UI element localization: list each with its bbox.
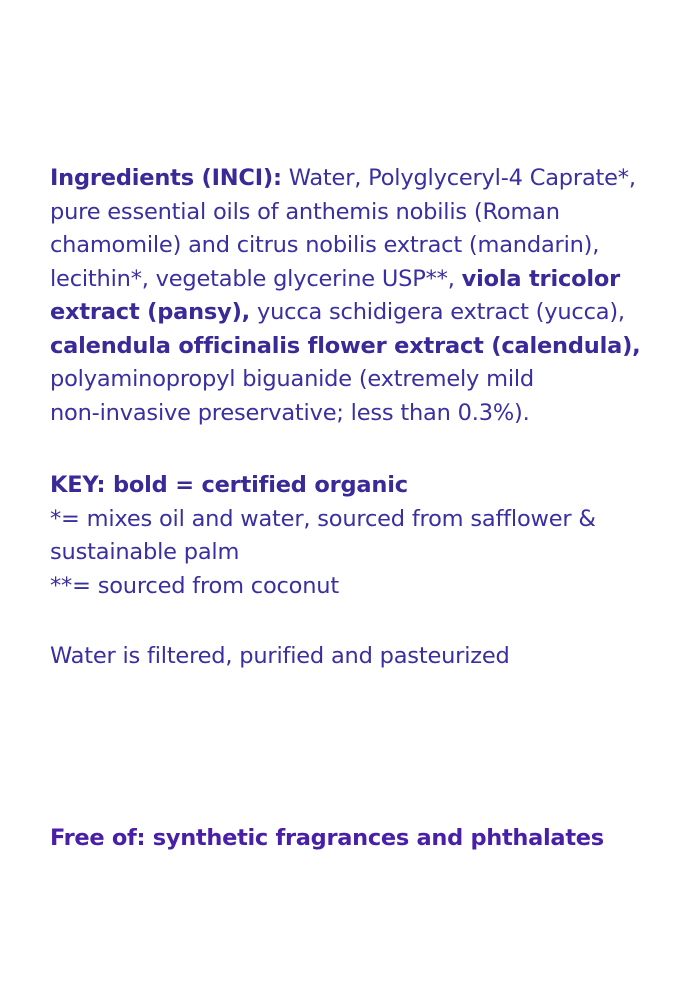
water-note: Water is filtered, purified and pasteurized [50, 643, 510, 669]
ingredients-line-4 [50, 263, 670, 297]
ingredients-line-5 [50, 296, 670, 330]
ingredients-paragraph [50, 162, 670, 430]
ingredients-label: Ingredients (INCI): [50, 165, 282, 191]
organic-ingredient: extract (pansy), [50, 299, 251, 325]
key-note-1-line-2: sustainable palm [50, 539, 240, 565]
ingredients-text: yucca schidigera extract (yucca), [250, 299, 625, 325]
ingredients-line-7: polyaminopropyl biguanide (extremely mild [50, 366, 534, 392]
organic-ingredient: calendula officinalis flower extract (calendula), [50, 332, 641, 359]
ingredients-line-8: non-invasive preservative; less than 0.3%). [50, 399, 530, 426]
ingredients-text: lecithin*, vegetable glycerine USP**, [50, 265, 462, 292]
key-note-2: **= sourced from coconut [50, 572, 339, 599]
ingredients-text: Water, Polyglyceryl-4 Caprate*, [281, 165, 636, 191]
key-heading: KEY: bold = certified organic [50, 472, 408, 498]
key-note-1-line-1: *= mixes oil and water, sourced from safflower & [50, 505, 596, 532]
ingredients-line-1 [50, 162, 670, 196]
key-section [50, 469, 670, 603]
free-of-statement: Free of: synthetic fragrances and phthalates [50, 825, 604, 851]
organic-ingredient: viola tricolor [461, 265, 621, 292]
ingredients-line-2: pure essential oils of anthemis nobilis (Roman [50, 198, 560, 225]
ingredients-line-3: chamomile) and citrus nobilis extract (mandarin), [50, 232, 600, 258]
